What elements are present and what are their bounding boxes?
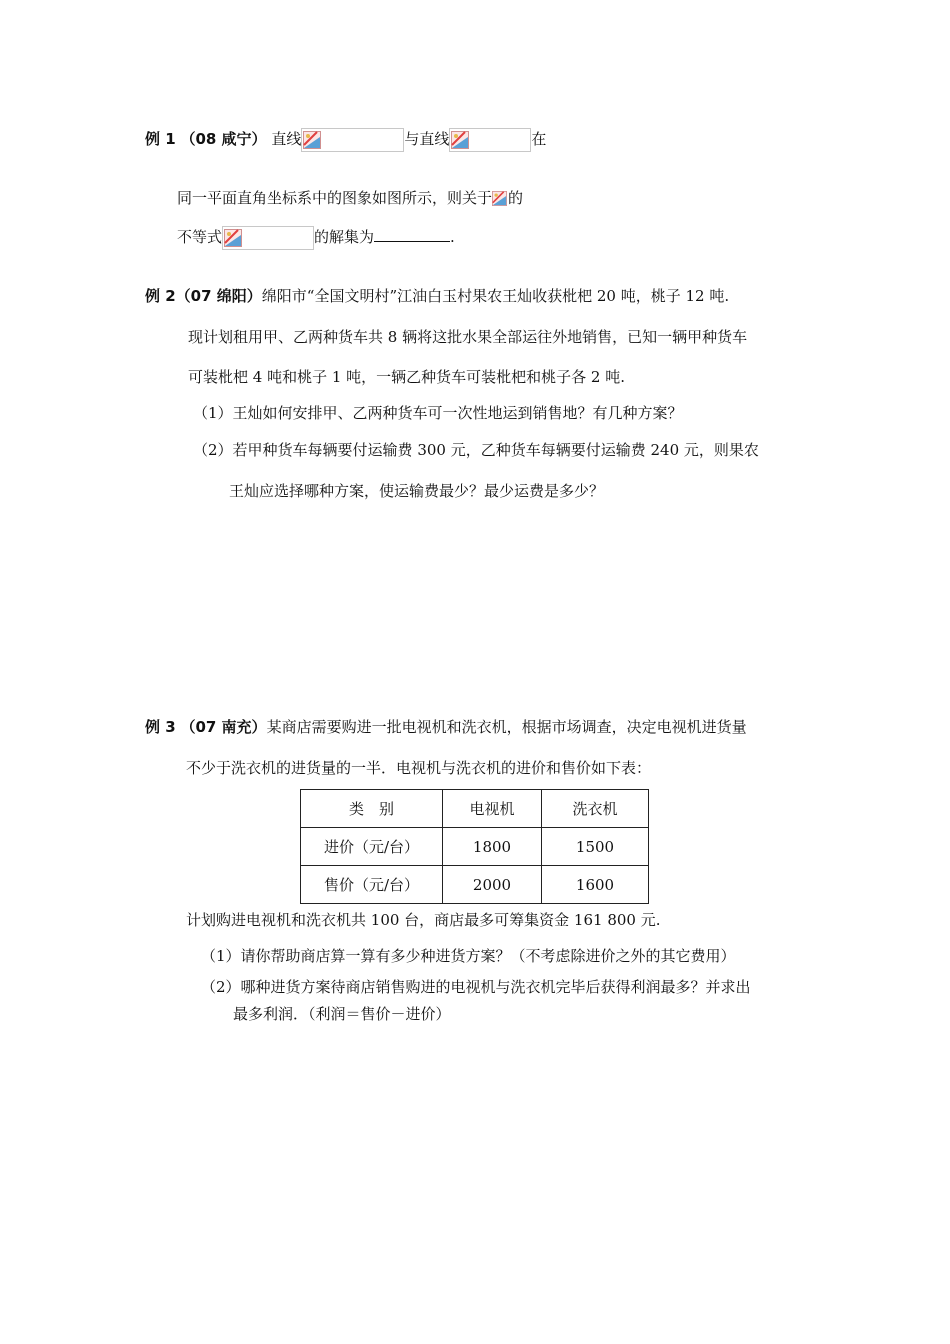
formula-image-inequality bbox=[222, 226, 314, 250]
broken-image-icon bbox=[303, 131, 321, 149]
ex1-line1 bbox=[145, 128, 546, 152]
table-header-cell: 电视机 bbox=[443, 790, 542, 828]
ex1-line3 bbox=[177, 226, 455, 250]
ex3-question2-a: （2）哪种进货方案待商店销售购进的电视机与洗衣机完毕后获得利润最多？并求出 bbox=[201, 978, 751, 996]
table-cell: 售价（元/台） bbox=[301, 866, 443, 904]
ex1-text-c: 在 bbox=[531, 130, 547, 148]
table-cell: 1800 bbox=[443, 828, 542, 866]
table-header-row bbox=[301, 790, 649, 828]
table-cell: 1500 bbox=[542, 828, 649, 866]
broken-image-icon bbox=[224, 229, 242, 247]
ex3-line1 bbox=[145, 717, 747, 737]
price-table bbox=[300, 789, 649, 904]
ex3-source: （07 南充） bbox=[180, 718, 267, 736]
table-row bbox=[301, 828, 649, 866]
ex1-text-b: 与直线 bbox=[404, 130, 450, 148]
formula-image-line1 bbox=[301, 128, 404, 152]
ex3-line3: 计划购进电视机和洗衣机共 100 台，商店最多可筹集资金 161 800 元. bbox=[186, 911, 661, 929]
ex1-line3-b: 的解集为 bbox=[314, 228, 375, 246]
ex1-line3-end: . bbox=[450, 228, 455, 246]
ex1-text-a: 直线 bbox=[271, 130, 302, 148]
ex1-line2 bbox=[177, 188, 523, 208]
ex3-label: 例 3 bbox=[145, 718, 176, 736]
table-header-cell: 洗衣机 bbox=[542, 790, 649, 828]
table-cell: 2000 bbox=[443, 866, 542, 904]
broken-image-icon bbox=[492, 191, 507, 206]
ex2-line3: 可装枇杷 4 吨和桃子 1 吨，一辆乙种货车可装枇杷和桃子各 2 吨. bbox=[188, 368, 626, 386]
ex1-label: 例 1 bbox=[145, 130, 176, 148]
ex2-question1: （1）王灿如何安排甲、乙两种货车可一次性地运到销售地？有几种方案？ bbox=[193, 404, 683, 422]
answer-blank[interactable] bbox=[374, 227, 450, 242]
table-row bbox=[301, 866, 649, 904]
ex2-question2-b: 王灿应选择哪种方案，使运输费最少？最少运费是多少？ bbox=[229, 482, 605, 500]
formula-image-x bbox=[492, 190, 508, 208]
ex2-source: （07 绵阳） bbox=[175, 287, 262, 305]
ex3-question2-b: 最多利润．（利润＝售价－进价） bbox=[233, 1005, 451, 1023]
ex1-line2-text: 同一平面直角坐标系中的图象如图所示，则关于 bbox=[177, 189, 493, 207]
broken-image-icon bbox=[451, 131, 469, 149]
ex3-line1-text: 某商店需要购进一批电视机和洗衣机，根据市场调查，决定电视机进货量 bbox=[266, 718, 747, 736]
ex3-question1: （1）请你帮助商店算一算有多少种进货方案？（不考虑除进价之外的其它费用） bbox=[201, 947, 736, 965]
ex2-line1-text: 绵阳市“全国文明村”江油白玉村果农王灿收获枇杷 20 吨，桃子 12 吨. bbox=[261, 287, 730, 305]
ex1-line3-a: 不等式 bbox=[177, 228, 223, 246]
formula-image-line2 bbox=[449, 128, 531, 152]
ex2-line1 bbox=[145, 286, 729, 306]
ex3-line2: 不少于洗衣机的进货量的一半．电视机与洗衣机的进价和售价如下表： bbox=[186, 759, 652, 777]
ex2-label: 例 2 bbox=[145, 287, 176, 305]
ex2-line2: 现计划租用甲、乙两种货车共 8 辆将这批水果全部运往外地销售，已知一辆甲种货车 bbox=[188, 328, 748, 346]
table-cell: 进价（元/台） bbox=[301, 828, 443, 866]
table-header-cell: 类 别 bbox=[301, 790, 443, 828]
table-cell: 1600 bbox=[542, 866, 649, 904]
ex1-source: （08 咸宁） bbox=[180, 130, 267, 148]
ex1-line2-end: 的 bbox=[508, 189, 524, 207]
ex2-question2-a: （2）若甲种货车每辆要付运输费 300 元，乙种货车每辆要付运输费 240 元，则果农 bbox=[193, 441, 759, 459]
